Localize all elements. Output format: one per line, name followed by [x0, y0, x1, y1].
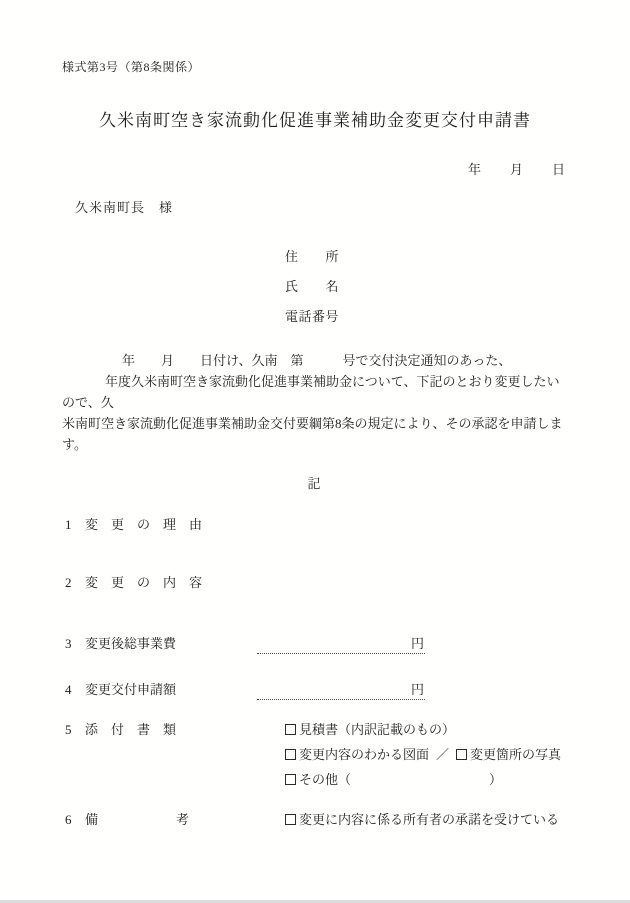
record-heading: 記: [307, 476, 323, 491]
checkbox-row-owner-consent: [285, 807, 559, 832]
item-heading: [62, 717, 285, 792]
body-line-1: 年 月 日付け、久南 第 号で交付決定通知のあった、: [122, 353, 512, 368]
body-paragraph: [62, 350, 568, 455]
checkbox-row-estimate: [285, 717, 561, 742]
item-heading: [62, 807, 285, 832]
total-cost-amount-field[interactable]: [257, 635, 425, 654]
checkbox-estimate-label: 見積書（内訳記載のもの）: [299, 722, 456, 737]
checkbox-estimate-icon[interactable]: [285, 724, 296, 735]
item-change-details: [62, 575, 568, 591]
checkbox-photo-icon[interactable]: [456, 749, 467, 760]
addressee: 久米南町長 様: [75, 200, 174, 215]
checkbox-other-label: その他（: [299, 772, 352, 787]
name-field-label[interactable]: 氏 名: [285, 279, 340, 294]
yen-unit-label: 円: [410, 682, 424, 697]
item-attached-documents: [62, 717, 568, 792]
slash-separator: ／: [436, 747, 450, 762]
item-number: 1: [65, 517, 72, 532]
item-label: 変更交付申請額: [85, 682, 177, 697]
yen-unit-label: 円: [410, 636, 424, 651]
item-label: 変 更 の 理 由: [85, 517, 203, 532]
checkbox-drawing-label: 変更内容のわかる図面: [299, 747, 430, 762]
item-label: 変 更 の 内 容: [85, 575, 203, 590]
item-label: 添 付 書 類: [85, 722, 177, 737]
item-label: 備 考: [85, 812, 190, 827]
phone-field-label[interactable]: 電話番号: [285, 309, 340, 324]
checkbox-drawing-icon[interactable]: [285, 749, 296, 760]
item-change-reason: [62, 517, 568, 533]
checkbox-other-icon[interactable]: [285, 774, 296, 785]
item-number: 5: [65, 722, 72, 737]
item-changed-grant-amount: [62, 681, 568, 700]
item-label: 変更後総事業費: [85, 636, 177, 651]
other-close-paren: ）: [489, 772, 503, 787]
form-number: 様式第3号（第8条関係）: [62, 60, 201, 74]
applicant-block: [62, 242, 568, 332]
page-title: 久米南町空き家流動化促進事業補助金変更交付申請書: [99, 111, 531, 130]
body-line-2: 年度久米南町空き家流動化促進事業補助金について、下記のとおり変更したいので、久: [62, 374, 560, 410]
checkbox-row-drawing-photo: [285, 742, 561, 767]
checkbox-owner-consent-icon[interactable]: [285, 814, 296, 825]
date-field[interactable]: 年 月 日: [467, 162, 566, 177]
address-field-label[interactable]: 住 所: [285, 249, 340, 264]
item-number: 3: [65, 636, 72, 651]
body-line-3: 米南町空き家流動化促進事業補助金交付要綱第8条の規定により、その承認を申請します。: [62, 416, 563, 452]
remarks-checkbox-list: [285, 807, 559, 832]
attachment-checkbox-list: [285, 717, 561, 792]
item-number: 6: [65, 812, 72, 827]
grant-amount-field[interactable]: [257, 681, 425, 700]
item-number: 2: [65, 575, 72, 590]
checkbox-photo-label: 変更箇所の写真: [470, 747, 562, 762]
item-remarks: [62, 807, 568, 832]
checkbox-owner-consent-label: 変更に内容に係る所有者の承諾を受けている: [299, 812, 560, 827]
item-total-cost-after-change: [62, 635, 568, 654]
checkbox-row-other: [285, 767, 561, 792]
item-number: 4: [65, 682, 72, 697]
